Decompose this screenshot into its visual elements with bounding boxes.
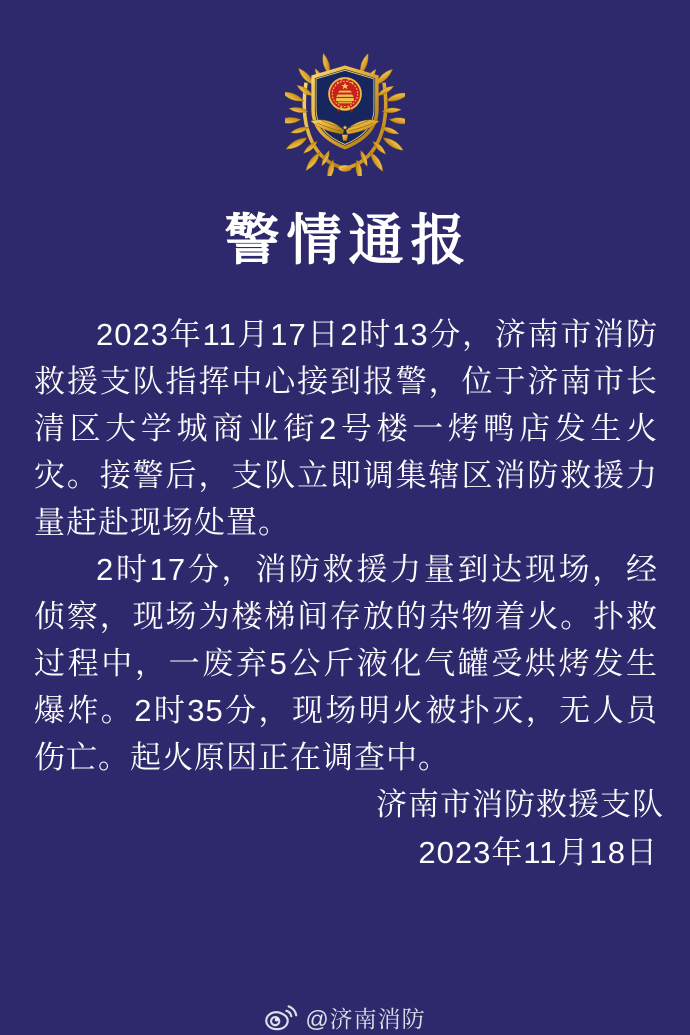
- fire-rescue-emblem-graphic: [285, 52, 405, 176]
- notice-title: 警情通报: [224, 209, 473, 271]
- agency-signature: 济南市消防救援支队: [376, 787, 664, 822]
- weibo-icon: [264, 1004, 298, 1032]
- notice-date: 2023年11月18日: [418, 835, 658, 870]
- notice-paragraph-2: 2时17分，消防救援力量到达现场，经侦察，现场为楼梯间存放的杂物着火。扑救过程中，一废弃5公斤液化气罐受烘烤发生爆炸。2时35分，现场明火被扑灭，无人员伤亡。起火原因正在调查中。: [34, 552, 658, 775]
- fire-rescue-emblem: [285, 52, 405, 176]
- watermark-account: @济南消防: [305, 1006, 426, 1032]
- signature-block: [376, 781, 664, 877]
- notice-body: [34, 311, 658, 781]
- notice-paragraph-1: 2023年11月17日2时13分，济南市消防救援支队指挥中心接到报警，位于济南市长清区大学城商业街2号楼一烤鸭店发生火灾。接警后，支队立即调集辖区消防救援力量赶赴现场处置。: [34, 317, 658, 540]
- watermark: [0, 1001, 690, 1034]
